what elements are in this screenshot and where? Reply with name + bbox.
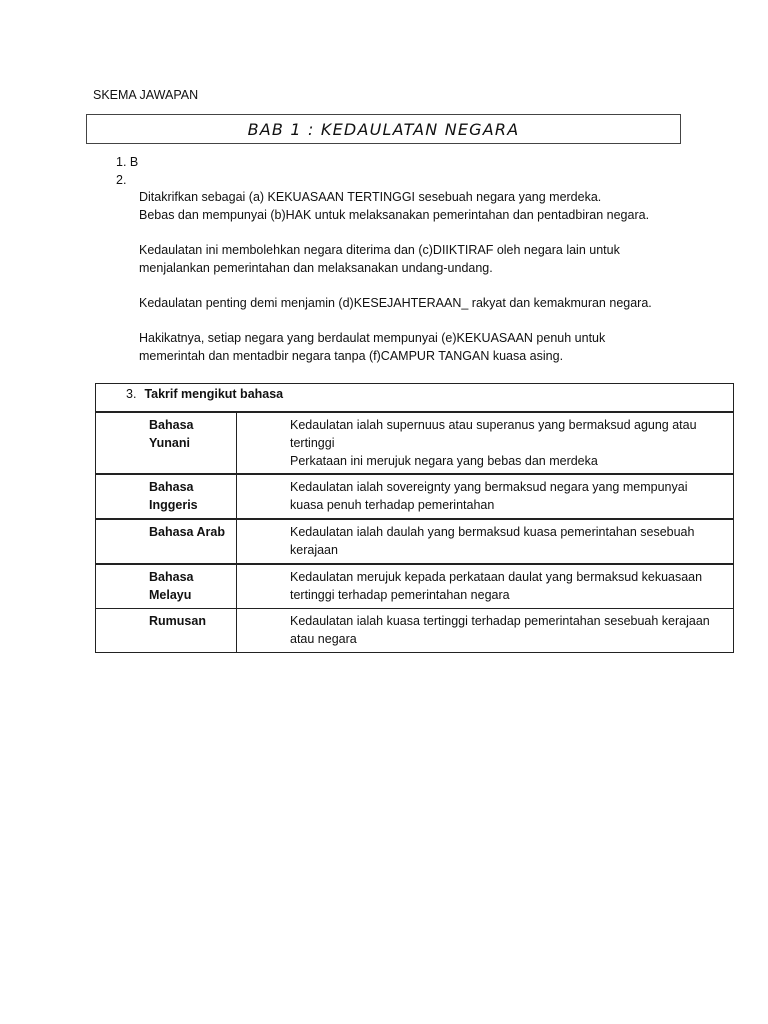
table-heading — [96, 384, 733, 401]
language-line: Bahasa — [149, 480, 194, 494]
table-number: 3. — [126, 387, 137, 401]
language-cell — [96, 609, 237, 653]
description-cell — [237, 519, 734, 564]
description-line: Kedaulatan ialah kuasa tertinggi terhadap pemerintahan sesebuah kerajaan — [290, 614, 710, 628]
description-cell — [237, 412, 734, 474]
description-line: kerajaan — [290, 543, 338, 557]
description-line: Kedaulatan ialah sovereignty yang bermaksud negara yang mempunyai — [290, 480, 688, 494]
paragraph-line: memerintah dan mentadbir negara tanpa (f)CAMPUR TANGAN kuasa asing. — [139, 349, 564, 363]
language-line: Bahasa Arab — [149, 525, 225, 539]
table-row — [96, 412, 734, 474]
paragraph-line: Ditakrifkan sebagai (a) KEKUASAAN TERTINGGI sesebuah negara yang merdeka. — [139, 190, 602, 204]
document-label: SKEMA JAWAPAN — [93, 88, 199, 102]
description-line: kuasa penuh terhadap pemerintahan — [290, 498, 495, 512]
definition-table — [95, 383, 734, 653]
description-line: Perkataan ini merujuk negara yang bebas dan merdeka — [290, 454, 598, 468]
table-heading-text: Takrif mengikut bahasa — [144, 387, 284, 401]
title-box — [86, 114, 681, 144]
language-cell — [96, 474, 237, 519]
paragraph-4 — [139, 329, 605, 365]
paragraph-line: Kedaulatan ini membolehkan negara diterima dan (c)DIIKTIRAF oleh negara lain untuk — [139, 243, 620, 257]
description-line: atau negara — [290, 632, 357, 646]
description-line: Kedaulatan ialah supernuus atau superanus yang bermaksud agung atau — [290, 418, 697, 432]
language-line: Bahasa — [149, 418, 194, 432]
table-header-row — [96, 384, 734, 413]
description-line: tertinggi terhadap pemerintahan negara — [290, 588, 510, 602]
language-line: Yunani — [149, 436, 190, 450]
table-header-cell — [96, 384, 734, 413]
paragraph-1 — [139, 188, 649, 224]
language-line: Rumusan — [149, 614, 206, 628]
table-row — [96, 609, 734, 653]
table-row — [96, 474, 734, 519]
language-cell — [96, 564, 237, 609]
paragraph-3 — [139, 294, 652, 312]
description-line: tertinggi — [290, 436, 335, 450]
language-cell — [96, 412, 237, 474]
paragraph-line: menjalankan pemerintahan dan melaksanakan undang-undang. — [139, 261, 493, 275]
answer-1: 1. B — [116, 155, 139, 169]
table-row — [96, 519, 734, 564]
description-line: Kedaulatan merujuk kepada perkataan daulat yang bermaksud kekuasaan — [290, 570, 703, 584]
language-line: Bahasa — [149, 570, 194, 584]
paragraph-line: Bebas dan mempunyai (b)HAK untuk melaksanakan pemerintahan dan pentadbiran negara. — [139, 208, 650, 222]
paragraph-line: Kedaulatan penting demi menjamin (d)KESEJAHTERAAN_ rakyat dan kemakmuran negara. — [139, 296, 652, 310]
answer-2-number: 2. — [116, 173, 127, 187]
table-row — [96, 564, 734, 609]
description-line: Kedaulatan ialah daulah yang bermaksud kuasa pemerintahan sesebuah — [290, 525, 695, 539]
description-cell — [237, 564, 734, 609]
language-cell — [96, 519, 237, 564]
description-cell — [237, 474, 734, 519]
language-line: Melayu — [149, 588, 192, 602]
paragraph-line: Hakikatnya, setiap negara yang berdaulat mempunyai (e)KEKUASAAN penuh untuk — [139, 331, 606, 345]
language-line: Inggeris — [149, 498, 198, 512]
page-title: BAB 1 : KEDAULATAN NEGARA — [247, 119, 520, 139]
description-cell — [237, 609, 734, 653]
paragraph-2 — [139, 241, 620, 277]
